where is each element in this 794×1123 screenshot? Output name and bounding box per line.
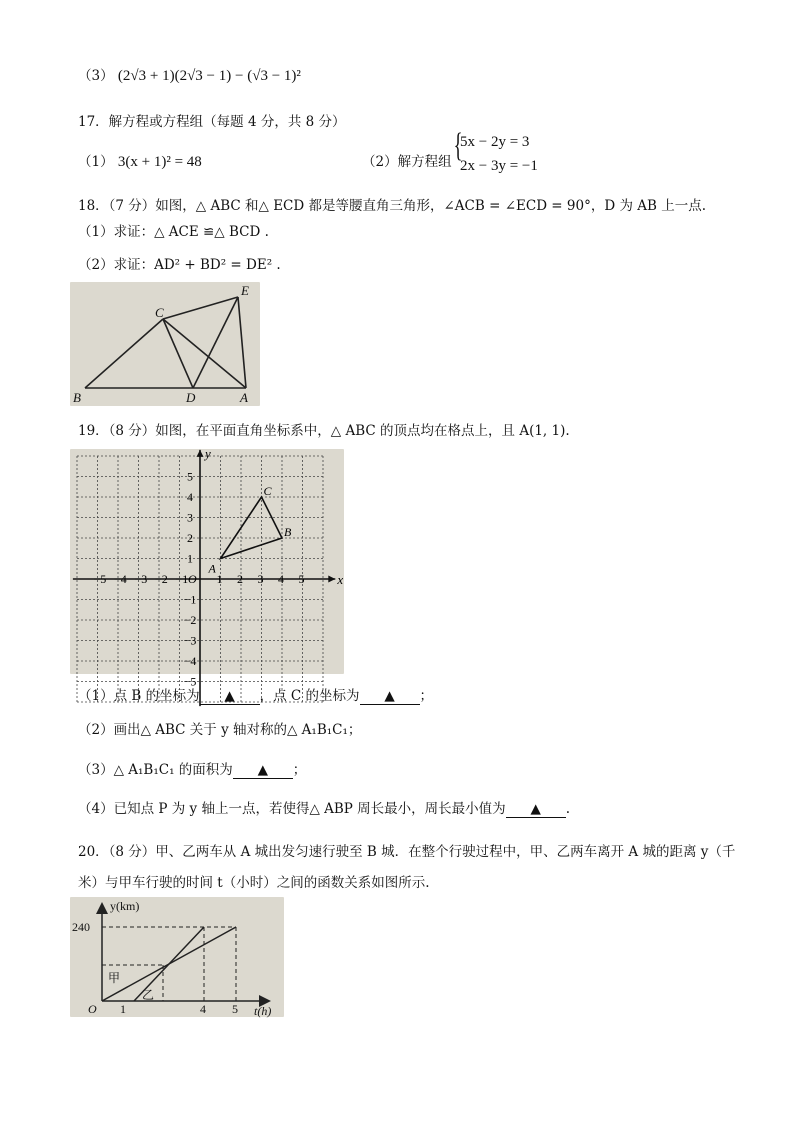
y-tick-label: −4 <box>183 654 197 668</box>
q19-part1-text-b: ，点 C 的坐标为 <box>259 688 360 704</box>
y-tick-240: 240 <box>72 920 90 934</box>
q19-part1 <box>78 684 433 705</box>
x-tick-label: −1 <box>175 572 189 586</box>
q18-part1: （1）求证：△ ACE ≌△ BCD . <box>78 224 269 240</box>
q19-part3-text-b: ； <box>292 762 307 778</box>
t-tick-4: 4 <box>200 1002 206 1016</box>
label-jia: 甲 <box>108 971 121 985</box>
x-tick-label: −2 <box>155 572 168 586</box>
x-axis-arrow <box>328 576 335 583</box>
x-tick-label: 1 <box>216 572 223 586</box>
q19-part4 <box>78 797 570 818</box>
label-A: A <box>240 390 248 405</box>
q19-heading: 19．（8 分）如图，在平面直角坐标系中，△ ABC 的顶点均在格点上，且 A(1, 1). <box>78 423 570 439</box>
system-brace: { <box>453 127 463 164</box>
t-tick-5: 5 <box>232 1002 238 1016</box>
label-yi: 乙 <box>142 988 155 1002</box>
q19-part3-text-a: （3）△ A₁B₁C₁ 的面积为 <box>78 762 233 778</box>
point-label-C: C <box>263 484 272 498</box>
t-tick-1: 1 <box>120 1002 126 1016</box>
segment-CA <box>163 319 246 388</box>
label-B: B <box>73 390 81 405</box>
y-tick-label: 3 <box>187 510 193 525</box>
q16-part3-number: （3） <box>78 68 114 84</box>
label-C: C <box>155 305 164 320</box>
y-tick-label: −3 <box>183 633 197 648</box>
y-tick-label: 1 <box>187 551 193 566</box>
q18-figure-svg <box>70 282 260 406</box>
q17-part2-label: （2）解方程组 <box>362 154 452 170</box>
q19-part4-text-a: （4）已知点 P 为 y 轴上一点，若使得△ ABP 周长最小，周长最小值为 <box>78 801 506 817</box>
system-equation-2: 2x − 3y = −1 <box>460 158 538 174</box>
q17-part1 <box>78 150 202 171</box>
q20-graph-figure <box>70 897 284 1017</box>
x-tick-label: 3 <box>257 572 264 586</box>
q20-distance-time-graph <box>70 897 284 1017</box>
segment-BC <box>85 319 163 388</box>
q17-part1-number: （1） <box>78 154 114 170</box>
y-axis-arrow <box>197 450 204 457</box>
triangle-ABC <box>221 497 283 559</box>
q20-heading-line1: 20．（8 分）甲、乙两车从 A 城出发匀速行驶至 B 城．在整个行驶过程中，甲、乙两车离开 A 城的距离 y（千 <box>78 844 736 860</box>
answer-blank-B: ▲ <box>200 688 260 705</box>
y-axis-label: y <box>205 446 211 462</box>
q17-part1-equation: 3(x + 1)² = 48 <box>117 154 202 170</box>
segment-CE <box>163 297 238 319</box>
t-axis-label: t(h) <box>254 1004 272 1018</box>
x-tick-label: −3 <box>134 572 148 586</box>
q16-part3-expression: (2√3 + 1)(2√3 − 1) − (√3 − 1)² <box>117 68 301 84</box>
y-tick-label: 5 <box>187 469 193 484</box>
x-tick-label: 2 <box>237 572 243 586</box>
x-axis-label: x <box>337 572 344 587</box>
system-equation-1: 5x − 2y = 3 <box>460 134 530 150</box>
q20-heading-line2: 米）与甲车行驶的时间 t（小时）之间的函数关系如图所示. <box>78 875 430 891</box>
q17-heading: 17．解方程或方程组（每题 4 分，共 8 分） <box>78 114 346 130</box>
q19-part1-text-a: （1）点 B 的坐标为 <box>78 688 200 704</box>
q19-grid-figure <box>70 446 344 689</box>
answer-blank-area: ▲ <box>233 762 293 779</box>
q19-part1-text-c: ； <box>419 688 434 704</box>
x-tick-label: 5 <box>298 572 305 586</box>
q19-part4-text-b: . <box>565 801 570 817</box>
q18-part2: （2）求证：AD² + BD² = DE² . <box>78 257 281 273</box>
origin-label: O <box>188 572 197 586</box>
x-tick-label: −5 <box>93 572 107 586</box>
y-tick-label: −1 <box>183 592 197 607</box>
point-label-B: B <box>284 525 292 539</box>
label-E: E <box>241 283 249 298</box>
q19-coordinate-grid <box>70 446 344 689</box>
q18-triangle-figure <box>70 282 260 406</box>
label-D: D <box>186 390 196 405</box>
q16-part3 <box>78 64 301 85</box>
answer-blank-perimeter: ▲ <box>506 801 566 818</box>
segment-ED <box>193 297 238 388</box>
y-axis-label: y(km) <box>110 899 140 913</box>
segment-EA <box>238 297 246 388</box>
answer-blank-C: ▲ <box>360 688 420 705</box>
x-tick-label: −4 <box>114 572 127 586</box>
origin-label: O <box>88 1002 97 1016</box>
segment-CD <box>163 319 193 388</box>
y-tick-label: −2 <box>183 613 197 627</box>
y-tick-label: 2 <box>187 531 193 545</box>
y-tick-label: 4 <box>187 490 193 504</box>
q19-part2: （2）画出△ ABC 关于 y 轴对称的△ A₁B₁C₁； <box>78 722 362 738</box>
x-tick-label: 4 <box>278 572 284 586</box>
point-label-A: A <box>208 561 216 576</box>
y-tick-label: −5 <box>183 674 197 689</box>
q19-part3 <box>78 758 306 779</box>
q18-heading: 18．（7 分）如图，△ ABC 和△ ECD 都是等腰直角三角形，∠ACB = ∠ECD = 90°，D 为 AB 上一点. <box>78 198 706 214</box>
